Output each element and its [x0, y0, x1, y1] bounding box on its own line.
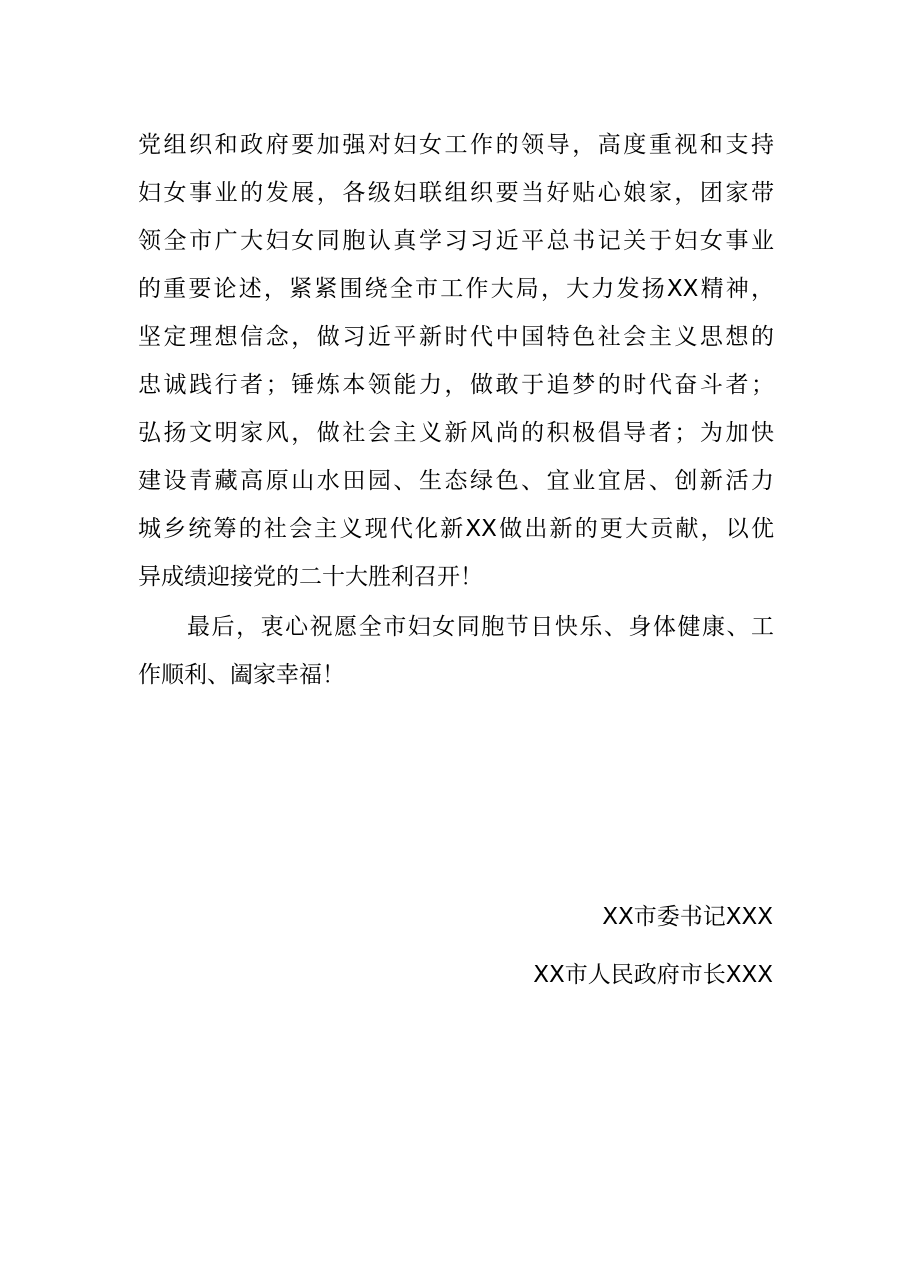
paragraph-closing-call — [138, 126, 774, 606]
text-line: 异成绩迎接党的二十大胜利召开！ — [138, 564, 483, 590]
text-line: 党组织和政府要加强对妇女工作的领导，高度重视和支持 — [138, 132, 774, 158]
text-line: 的重要论述，紧紧围绕全市工作大局，大力发扬XX精神， — [138, 276, 774, 302]
text-line: 忠诚践行者；锤炼本领能力，做敢于追梦的时代奋斗者； — [138, 372, 774, 398]
signature-block — [533, 898, 773, 1014]
text-line: 领全市广大妇女同胞认真学习习近平总书记关于妇女事业 — [138, 228, 774, 254]
text-line: 弘扬文明家风，做社会主义新风尚的积极倡导者；为加快 — [138, 420, 774, 446]
text-line: 妇女事业的发展，各级妇联组织要当好贴心娘家，团家带 — [138, 180, 774, 206]
signature-mayor: XX市人民政府市长XXX — [533, 962, 773, 988]
text-line: 坚定理想信念，做习近平新时代中国特色社会主义思想的 — [138, 324, 774, 350]
document-body — [138, 126, 774, 704]
signature-party-secretary: XX市委书记XXX — [602, 904, 773, 930]
text-line: 作顺利、阖家幸福！ — [138, 662, 345, 688]
paragraph-wishes — [138, 608, 774, 704]
text-line: 城乡统筹的社会主义现代化新XX做出新的更大贡献，以优 — [138, 516, 774, 542]
text-line: 最后，衷心祝愿全市妇女同胞节日快乐、身体健康、工 — [138, 614, 774, 640]
text-line: 建设青藏高原山水田园、生态绿色、宜业宜居、创新活力 — [138, 468, 774, 494]
